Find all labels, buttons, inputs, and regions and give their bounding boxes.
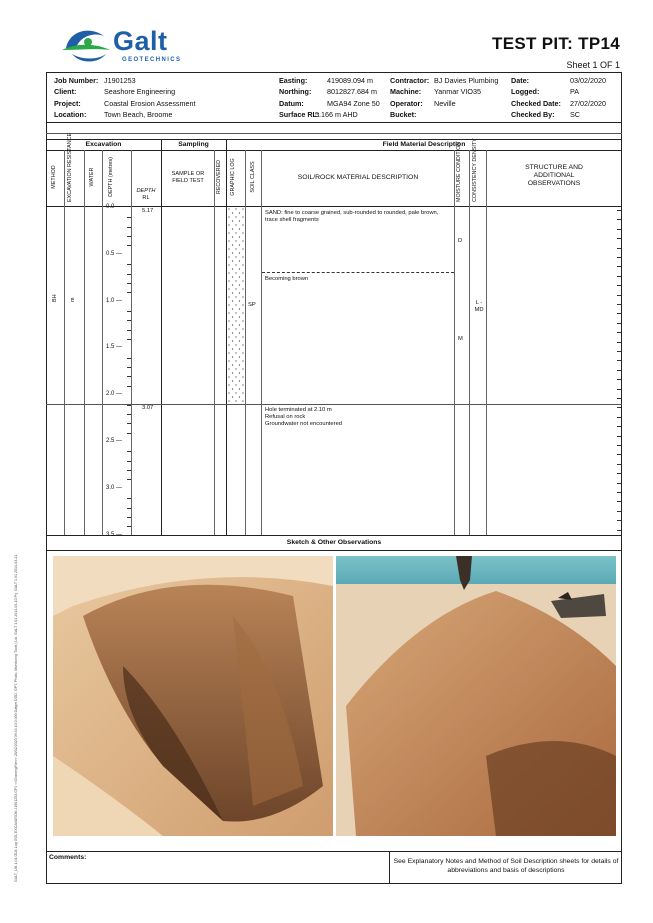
rule-sketch-header [46,550,622,551]
sheet-number: Sheet 1 OF 1 [566,60,620,70]
edge-tick [617,210,621,211]
edge-tick [617,229,621,230]
resistance-value: m [70,297,76,302]
edge-tick [617,530,621,531]
edge-tick [617,295,621,296]
rule-gap [46,133,622,134]
depth-minor-tick [127,451,131,452]
edge-tick [617,483,621,484]
edge-tick [617,492,621,493]
edge-tick [617,417,621,418]
depth-minor-tick [127,376,131,377]
soil-class-value: SP [248,302,256,308]
edge-tick [617,360,621,361]
depth-minor-tick [127,339,131,340]
date: 03/02/2020 [570,76,606,85]
depth-minor-tick [127,311,131,312]
depth-minor-tick [127,245,131,246]
depth-tick-label: 0.0 — [105,204,122,210]
contractor: BJ Davies Plumbing [434,76,499,85]
depth-tick-label: 1.5 — [105,344,122,351]
col-moisture: MOISTURE CONDITION [456,141,462,202]
edge-tick [617,351,621,352]
location: Town Beach, Broome [104,109,173,119]
edge-tick [617,501,621,502]
info-labels-col2: Easting: Northing: Datum: Surface RL: [279,76,320,119]
moisture-moist: M [458,336,463,342]
depth-minor-tick [127,283,131,284]
edge-tick [617,436,621,437]
depth-tick-label: 1.0 — [105,297,122,304]
edge-tick [617,257,621,258]
col-recovered: RECOVERED [216,159,222,195]
info-labels-col1: Job Number: Client: Project: Location: [54,76,99,119]
edge-tick [617,323,621,324]
side-metadata-text: GALT_LIB 1.01.GLB Log GGL EXCAVATION J1901253.GPJ <<DrawingFile>> 28/02/2020 09:43 10.0.000 Datgel DGD, GPT, Photo, Monitoring Tools | Lib: GALT 1.01 2014-03-10 Prj: GALT 1.01 2014-03-21 [14,554,18,882]
layer-boundary [262,272,454,273]
col-water: WATER [89,167,95,187]
depth-minor-tick [127,264,131,265]
depth-minor-tick [127,236,131,237]
section-field-description: Field Material Description [382,141,466,148]
depth-minor-tick [127,292,131,293]
depth-minor-tick [127,274,131,275]
depth-minor-tick [127,330,131,331]
edge-tick [617,266,621,267]
info-values-col4 [570,75,620,120]
explanatory-note: See Explanatory Notes and Method of Soil Description sheets for details of abbreviations and basis of descriptions [393,858,619,874]
edge-tick [617,464,621,465]
col-resistance: EXCAVATION RESISTANCE [67,132,73,202]
company-name: Galt [113,26,168,56]
report-title: TEST PIT: TP14 [492,34,620,53]
project: Coastal Erosion Assessment [104,98,196,108]
photo-stockpile-and-excavator [336,556,616,836]
moisture-dry: D [458,238,463,244]
northing: 8012827.684 m [327,87,377,97]
rl-top: 5.17 [142,208,154,214]
depth-minor-tick [127,320,131,321]
rule-section-bottom [46,150,622,151]
section-excavation: Excavation [85,141,122,148]
col-sample: SAMPLE OR FIELD TEST [171,171,205,184]
edge-tick [617,248,621,249]
depth-tick-label: 0.5 — [105,250,122,257]
datum: MGA94 Zone 50 [327,98,380,108]
checked-by: SC [570,109,580,119]
depth-minor-tick [127,217,131,218]
end-note: Hole terminated at 2.10 m Refusal on rock Groundwater not encountered [265,407,343,427]
info-values-col3 [434,75,509,109]
edge-tick [617,520,621,521]
info-labels-col3: Contractor: Machine: Operator: Bucket: [390,76,430,119]
rule-info-bottom [46,122,622,123]
info-values-col1 [104,75,264,120]
edge-tick [617,398,621,399]
depth-minor-tick [127,508,131,509]
depth-minor-tick [127,433,131,434]
depth-minor-tick [127,479,131,480]
method-value: BH [52,294,58,302]
rl-bottom: 3.07 [142,405,154,411]
edge-tick [617,389,621,390]
depth-tick-label: 2.5 — [105,438,122,444]
edge-tick [617,511,621,512]
col-consistency: CONSISTENCY DENSITY [472,138,478,202]
edge-tick [617,445,621,446]
logged-by: PA [570,87,580,97]
col-material: SOIL/ROCK MATERIAL DESCRIPTION [297,174,419,181]
edge-tick [617,454,621,455]
info-values-col2 [315,75,389,120]
edge-tick [617,304,621,305]
col-structure: STRUCTURE AND ADDITIONAL OBSERVATIONS [525,164,583,187]
graphic-log-sand [227,207,245,404]
edge-tick [617,379,621,380]
edge-tick [617,219,621,220]
rule-end-of-hole [46,404,622,405]
easting: 419089.094 m [327,76,373,85]
edge-tick [617,276,621,277]
depth-minor-tick [127,461,131,462]
photo-test-pit-excavation [53,556,333,836]
material-description-1: SAND: fine to coarse grained, sub-rounded to rounded, pale brown, trace shell fragments [265,210,439,223]
edge-tick [617,342,621,343]
depth-minor-tick [127,367,131,368]
company-subtitle: GEOTECHNICS [122,57,182,63]
col-depth: DEPTH (metres) [108,157,114,197]
depth-minor-tick [127,470,131,471]
depth-minor-tick [127,414,131,415]
machine: Yanmar VIO35 [434,87,482,97]
rule-columns-bottom [46,206,622,207]
col-soil-class: SOIL CLASS [250,161,256,193]
edge-tick [617,285,621,286]
depth-minor-tick [127,386,131,387]
edge-tick [617,473,621,474]
edge-tick [617,238,621,239]
depth-minor-tick [127,423,131,424]
col-graphic-log: GRAPHIC LOG [230,158,236,196]
depth-tick-label: 3.0 — [105,484,122,491]
col-method: METHOD [51,165,57,189]
client: Seashore Engineering [104,87,176,97]
surface-rl: 5.166 m AHD [315,109,358,119]
section-sampling: Sampling [178,141,209,148]
rule-comments-top [46,851,622,852]
depth-minor-tick [127,526,131,527]
comments-label: Comments: [49,854,87,861]
consistency-value: L - MD [474,300,484,313]
section-sketch: Sketch & Other Observations [286,539,382,546]
job-number: J1901253 [104,76,136,85]
edge-tick [617,426,621,427]
edge-tick [617,313,621,314]
operator: Neville [434,98,456,108]
edge-tick [617,370,621,371]
col-depth-rl: DEPTH RL [136,188,156,201]
edge-tick [617,332,621,333]
material-description-2: Becoming brown [265,276,309,282]
rule-log-bottom [46,535,622,536]
edge-tick [617,407,621,408]
checked-date: 27/02/2020 [570,98,606,108]
depth-minor-tick [127,358,131,359]
depth-tick-label: 2.0 — [105,391,122,398]
depth-minor-tick [127,227,131,228]
info-labels-col4: Date: Logged: Checked Date: Checked By: [511,76,561,119]
depth-tick-label: 3.5 — [105,531,122,538]
depth-minor-tick [127,498,131,499]
depth-minor-tick [127,517,131,518]
rule-section-top [46,139,622,140]
